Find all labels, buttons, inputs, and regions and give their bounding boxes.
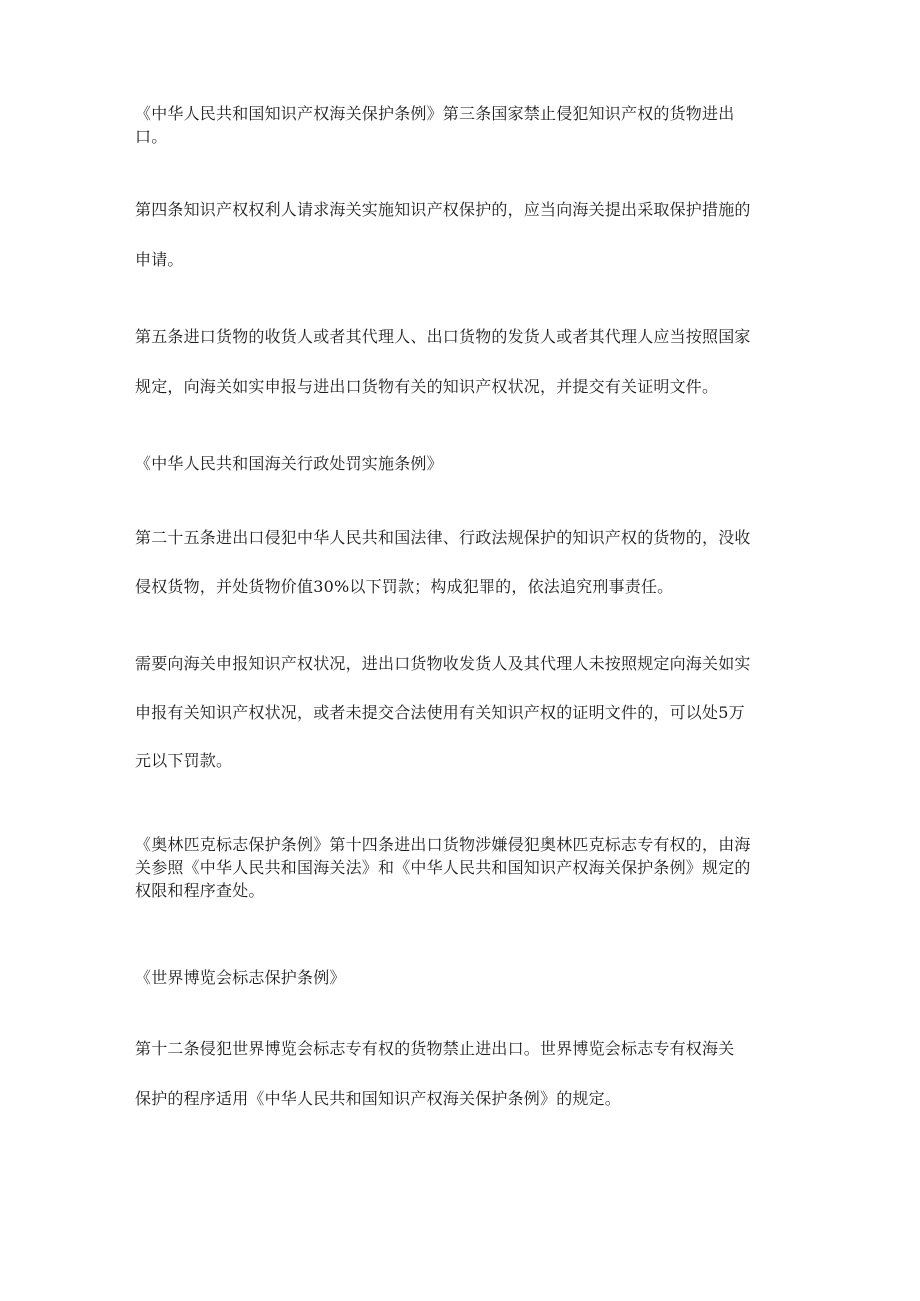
regulation-title: 《世界博览会标志保护条例》 <box>135 968 346 987</box>
paragraph-line: 《中华人民共和国知识产权海关保护条例》第三条国家禁止侵犯知识产权的货物进出 <box>135 104 735 123</box>
paragraph-line: 第五条进口货物的收货人或者其代理人、出口货物的发货人或者其代理人应当按照国家 <box>135 327 751 346</box>
paragraph-line: 口。 <box>135 127 168 146</box>
paragraph-line: 元以下罚款。 <box>135 751 233 770</box>
paragraph-line: 申请。 <box>135 250 184 269</box>
paragraph-line: 申报有关知识产权状况，或者未提交合法使用有关知识产权的证明文件的，可以处5万 <box>135 703 745 722</box>
paragraph-line: 规定，向海关如实申报与进出口货物有关的知识产权状况，并提交有关证明文件。 <box>135 377 719 396</box>
paragraph-line: 侵权货物，并处货物价值30%以下罚款；构成犯罪的，依法追究刑事责任。 <box>135 577 674 596</box>
paragraph-line: 关参照《中华人民共和国海关法》和《中华人民共和国知识产权海关保护条例》规定的 <box>135 858 751 877</box>
paragraph-line: 《奥林匹克标志保护条例》第十四条进出口货物涉嫌侵犯奥林匹克标志专有权的，由海 <box>135 835 751 854</box>
paragraph-line: 权限和程序查处。 <box>135 881 265 900</box>
regulation-title: 《中华人民共和国海关行政处罚实施条例》 <box>135 454 443 473</box>
paragraph-line: 第二十五条进出口侵犯中华人民共和国法律、行政法规保护的知识产权的货物的，没收 <box>135 528 751 547</box>
paragraph-line: 第四条知识产权权利人请求海关实施知识产权保护的，应当向海关提出采取保护措施的 <box>135 200 751 219</box>
paragraph-line: 第十二条侵犯世界博览会标志专有权的货物禁止进出口。世界博览会标志专有权海关 <box>135 1039 735 1058</box>
paragraph-line: 保护的程序适用《中华人民共和国知识产权海关保护条例》的规定。 <box>135 1089 622 1108</box>
paragraph-line: 需要向海关申报知识产权状况，进出口货物收发货人及其代理人未按照规定向海关如实 <box>135 654 751 673</box>
